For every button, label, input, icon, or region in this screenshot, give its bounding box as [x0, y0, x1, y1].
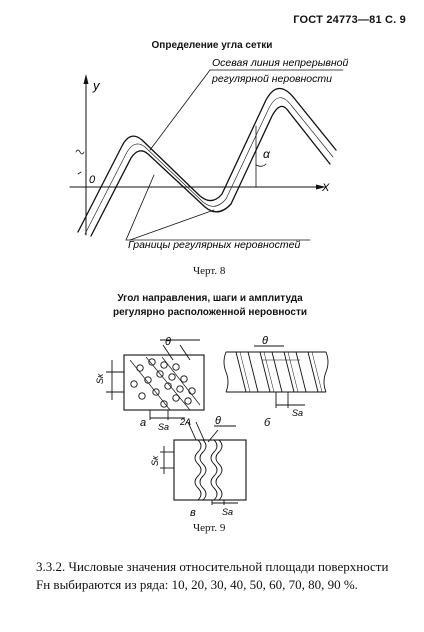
y-axis-label: y	[93, 78, 100, 93]
figure9-caption: Черт. 9	[193, 522, 226, 534]
fig9b-sublabel: б	[264, 417, 271, 429]
axial-line-label-2: регулярной неровности	[212, 73, 332, 85]
fig9c-sk: Sк	[150, 455, 160, 466]
fig9a-frame	[124, 355, 204, 410]
figure9-title-line2: регулярно расположенной неровности	[112, 307, 308, 318]
y-axis-arrow	[84, 74, 89, 84]
fig9a-sk: Sк	[95, 373, 105, 384]
axial-line-label-1: Осевая линия непрерывной	[212, 57, 349, 69]
fig9c-sa: Sа	[222, 507, 234, 517]
fig9b-theta: θ	[262, 335, 268, 347]
band-lower-line	[91, 106, 330, 236]
bounds-label: Границы регулярных неровностей	[128, 239, 301, 251]
band-upper-line	[78, 88, 336, 232]
paragraph-3-3-2	[36, 558, 398, 594]
fig9a-sa: Sа	[158, 422, 170, 432]
figure8-title: Определение угла сетки	[151, 40, 273, 51]
fig9a-circle-pattern	[131, 359, 195, 407]
figure9c-graphic	[160, 422, 246, 505]
angle-arc	[256, 164, 266, 166]
fig9c-sublabel: в	[190, 507, 196, 519]
origin-label: 0	[89, 174, 96, 186]
figure9a-graphic	[106, 340, 204, 420]
x-axis-label: X	[322, 182, 330, 194]
page-header: ГОСТ 24773—81 С. 9	[293, 14, 406, 26]
fig9a-theta: θ	[165, 336, 171, 348]
angle-label: α	[263, 147, 270, 161]
paragraph-line1: 3.3.2. Числовые значения относительной площади поверхности	[36, 559, 389, 574]
fig9c-frame	[174, 440, 246, 500]
figure8-caption: Черт. 8	[193, 265, 226, 277]
fig9c-2a: 2A	[180, 417, 192, 427]
fig9a-sublabel: а	[140, 417, 147, 429]
figure8-graphic	[70, 70, 343, 240]
fig9c-theta: θ	[215, 415, 221, 427]
axial-leader	[150, 70, 210, 150]
figure9-title	[60, 292, 360, 320]
figure9-title-line1: Угол направления, шаги и амплитуда	[117, 293, 303, 304]
band-axial-line	[85, 98, 333, 234]
figure9b-graphic	[224, 346, 328, 408]
paragraph-line2: Fн выбираются из ряда: 10, 20, 30, 40, 50, 60, 70, 80, 90 %.	[36, 577, 358, 592]
fig9b-sa: Sа	[292, 408, 304, 418]
